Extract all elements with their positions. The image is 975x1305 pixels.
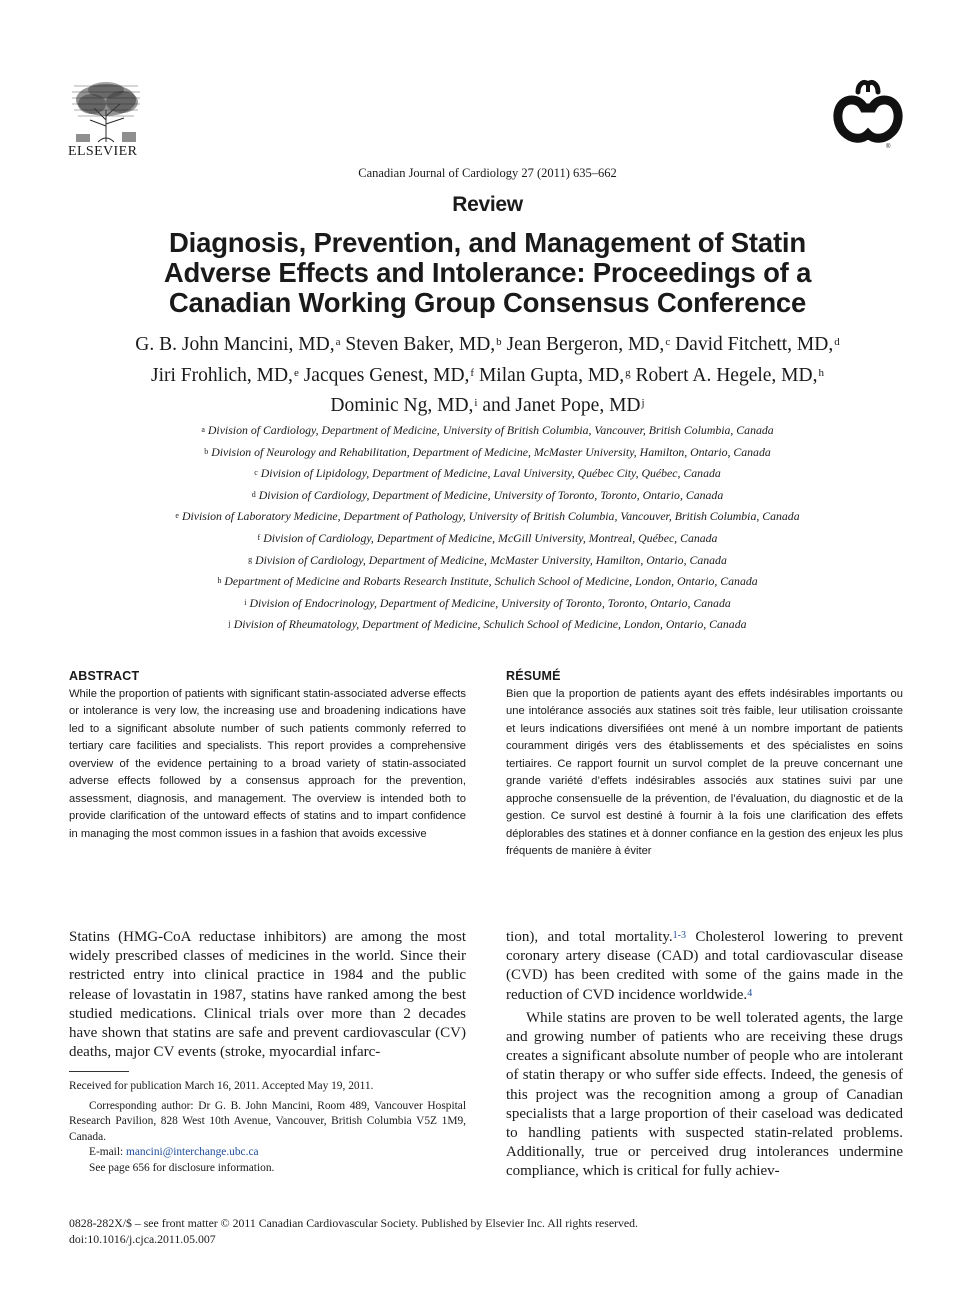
affiliation-list (60, 420, 915, 636)
author: Dominic Ng, MD,$^i$ (330, 395, 478, 416)
author: Jean Bergeron, MD,$^c$ (506, 334, 671, 355)
affiliation: $^g$ Division of Cardiology, Department of Medicine, McMaster University, Hamilton, Ontario, Canada (248, 552, 727, 567)
body-column-right (506, 928, 903, 1182)
article-type: Review (452, 193, 523, 216)
abstract-heading: ABSTRACT (69, 669, 140, 683)
affiliation: $^b$ Division of Neurology and Rehabilitation, Department of Medicine, McMaster University, Hamilton, Ontario, Canada (204, 444, 771, 459)
author: Jacques Genest, MD,$^f$ (303, 364, 475, 386)
author-line (70, 361, 905, 392)
footer (69, 1215, 769, 1247)
body-column-left (69, 928, 466, 1062)
received-note: Received for publication March 16, 2011. Accepted May 19, 2011. (69, 1080, 374, 1092)
citation-link[interactable]: 4 (747, 987, 753, 999)
title-line: Adverse Effects and Intolerance: Proceedings of a (163, 257, 812, 288)
affiliation: $^c$ Division of Lipidology, Department of Medicine, Laval University, Québec City, Québec, Canada (254, 466, 721, 481)
copyright-line: 0828-282X/$ – see front matter © 2011 Canadian Cardiovascular Society. Published by Elsevier Inc. All rights reserved. (69, 1216, 638, 1230)
footnotes (69, 1079, 466, 1176)
citation-link[interactable]: 1-3 (672, 930, 686, 941)
author: Milan Gupta, MD,$^g$ (478, 364, 631, 386)
email-note: E-mail: mancini@interchange.ubc.ca (89, 1146, 259, 1158)
author-line (70, 330, 905, 361)
title-line: Diagnosis, Prevention, and Management of Statin (169, 227, 806, 258)
disclosure-note: See page 656 for disclosure information. (89, 1161, 275, 1174)
resume-text: Bien que la proportion de patients ayant des effets indésirables importants ou une intolérance associés aux statines soit très faible, leur utilisation croissante et leurs indications diversifiées ont mené à un nombre important de patients couramment dirigés vers des établissements et des spécialistes en soins tertiaires. Ce rapport fournit un survol complet de la preuve concernant une grande variété d’effets indésirables associés aux statines suivi par une approche consensuelle de la prévention, de l’évaluation, du diagnostic et de la gestion. Ce survol est destiné à fournir à la fois une clarification des effets déplorables des statines et à donner confiance en la gestion des enjeux les plus fréquents de manière à éviter (506, 688, 903, 858)
affiliation: $^h$ Department of Medicine and Robarts Research Institute, Schulich School of Medicine, London, Ontario, Canada (217, 574, 758, 589)
corresponding-author-note: Corresponding author: Dr G. B. John Mancini, Room 489, Vancouver Hospital Research Pavilion, 828 West 10th Avenue, Vancouver, British Columbia V5Z 1M9, Canada. (69, 1099, 466, 1143)
body-paragraph: tion), and total mortality.$^{1-3}$ Cholesterol lowering to prevent coronary artery disease (CAD) and total cardiovascular disease (CVD) has been credited with some of the gains made in the reduction of CVD incidence worldwide.$^4$ (506, 929, 903, 1003)
resume-heading: RÉSUMÉ (506, 669, 561, 683)
author: Steven Baker, MD,$^b$ (345, 334, 502, 355)
affiliation: $^j$ Division of Rheumatology, Department of Medicine, Schulich School of Medicine, London, Ontario, Canada (228, 617, 747, 632)
author: David Fitchett, MD,$^d$ (675, 334, 840, 355)
affiliation: $^d$ Division of Cardiology, Department of Medicine, University of Toronto, Toronto, Ontario, Canada (251, 487, 724, 502)
svg-text:®: ® (886, 144, 891, 150)
journal-citation: Canadian Journal of Cardiology 27 (2011) 635–662 (358, 166, 617, 180)
article-title (90, 228, 885, 318)
affiliation: $^e$ Division of Laboratory Medicine, Department of Pathology, University of British Columbia, Vancouver, British Columbia, Canada (175, 509, 800, 524)
title-line: Canadian Working Group Consensus Conference (168, 287, 807, 318)
doi-line: doi:10.1016/j.cjca.2011.05.007 (69, 1232, 216, 1246)
society-logo (832, 78, 904, 152)
elsevier-tree-icon (68, 80, 144, 144)
abstract-text: While the proportion of patients with significant statin-associated adverse effects or intolerance is very low, the increasing use and broadening indications have led to a significant absolute number of such patients commonly referred to tertiary care facilities and specialists. This report provides a comprehensive overview of the evidence pertaining to a broad variety of statin-associated adverse effects followed by a consensus approach for the prevention, assessment, diagnosis, and management. The overview is intended both to provide clarification of the untoward effects of statins and to impart confidence in managing the most common issues in a fashion that avoids excessive (69, 688, 466, 840)
ccs-heart-icon (832, 78, 904, 152)
affiliation: $^a$ Division of Cardiology, Department of Medicine, University of British Columbia, Vancouver, British Columbia, Canada (201, 423, 774, 437)
author: G. B. John Mancini, MD,$^a$ (135, 334, 341, 355)
publisher-name: ELSEVIER (68, 144, 138, 159)
author: Jiri Frohlich, MD,$^e$ (151, 364, 299, 386)
body-paragraph: Statins (HMG-CoA reductase inhibitors) are among the most widely prescribed classes of medicines in the world. Since their restricted entry into clinical practice in 1984 and the public release of lovastatin in 1987, statins have ranked among the best studied medications. Clinical trials over more than 2 decades have shown that statins are safe and prevent cardiovascular (CV) deaths, major CV events (stroke, myocardial infarc- (69, 929, 466, 1061)
author-line (70, 391, 905, 422)
author: and Janet Pope, $MD^j$ (482, 395, 645, 416)
elsevier-logo (68, 80, 144, 162)
author-list (70, 330, 905, 422)
body-paragraph: While statins are proven to be well tolerated agents, the large and growing number of patients who are receiving these drugs creates a significant absolute number of people who are intolerant of statin therapy or who suffer side effects. Indeed, the genesis of this project was the recognition among a group of Canadian specialists that a large proportion of their caseload was dedicated to handling patients with suspected statin-related problems. Additionally, true or perceived drug intolerances undermine compliance, which is critical for fully achiev- (506, 1009, 903, 1180)
footnote-divider (69, 1071, 129, 1072)
affiliation: $^i$ Division of Endocrinology, Department of Medicine, University of Toronto, Toronto, Ontario, Canada (244, 595, 731, 610)
affiliation: $^f$ Division of Cardiology, Department of Medicine, McGill University, Montreal, Québec, Canada (257, 530, 718, 545)
author: Robert A. Hegele, MD,$^h$ (635, 364, 824, 386)
email-link[interactable]: mancini@interchange.ubc.ca (126, 1146, 259, 1158)
